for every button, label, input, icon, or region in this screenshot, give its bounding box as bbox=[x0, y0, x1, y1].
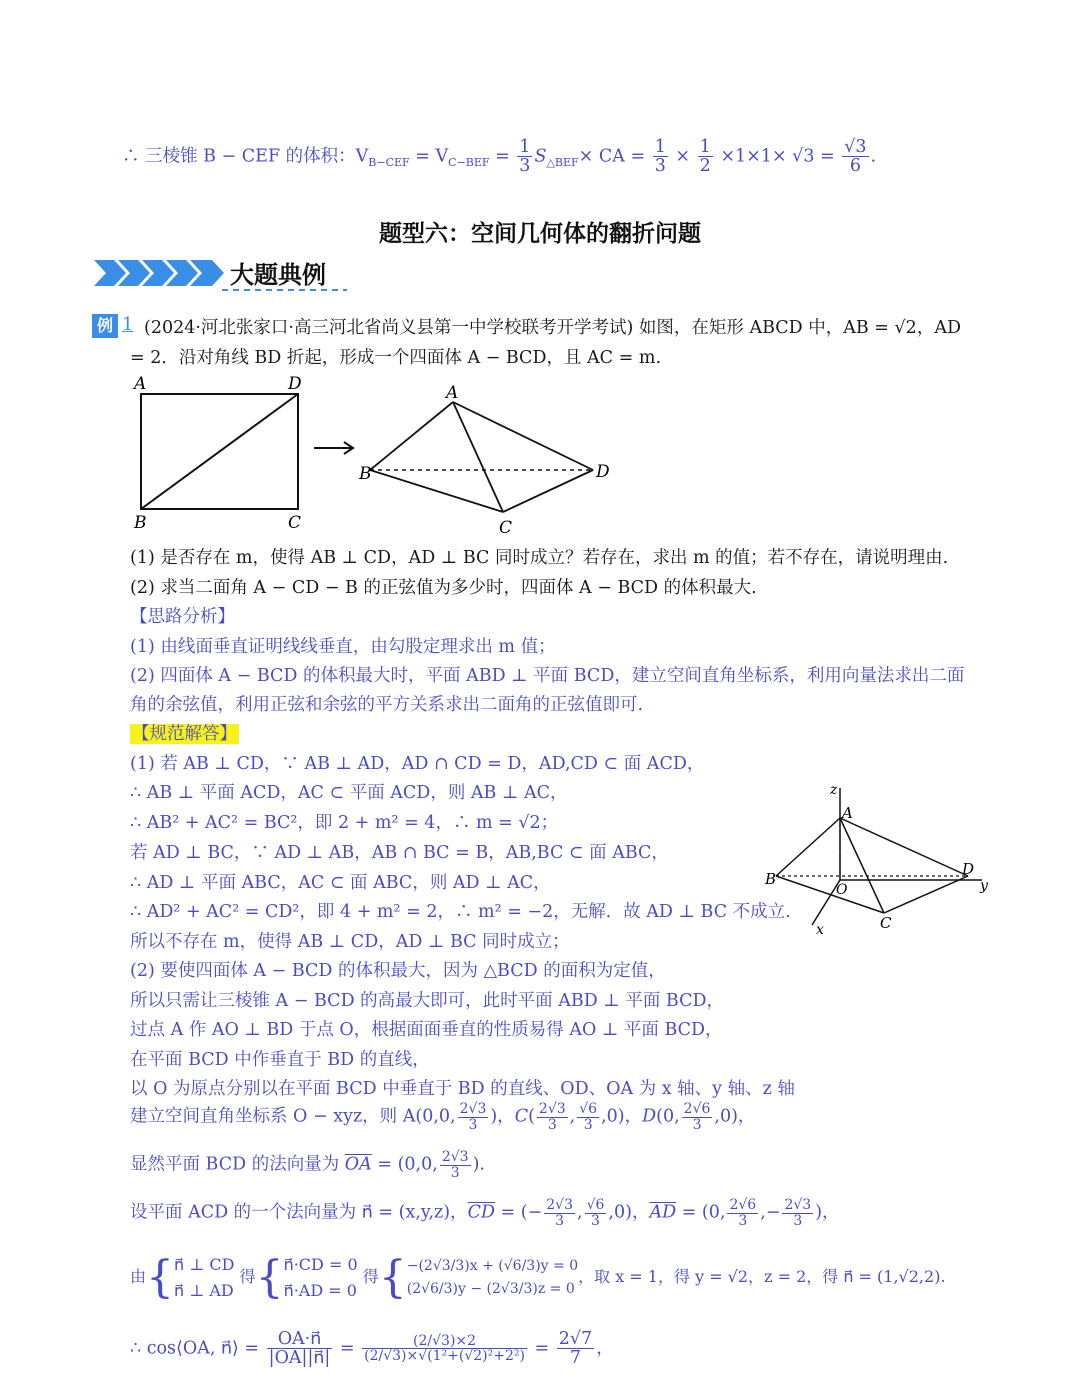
question-2: (2) 求当二面角 A − CD − B 的正弦值为多少时，四面体 A − BCD 的体积最大. bbox=[130, 578, 757, 598]
solution-line-12: 以 O 为原点分别以在平面 BCD 中垂直于 BD 的直线、OD、OA 为 x 轴、y 轴、z 轴 bbox=[130, 1079, 795, 1099]
solution-line-4: 若 AD ⊥ BC，∵ AD ⊥ AB，AB ∩ BC = B，AB,BC ⊂ 面 ABC， bbox=[130, 843, 669, 863]
volume-eq1: = V bbox=[409, 146, 449, 167]
coordinates-line: 建立空间直角坐标系 O − xyz，则 A(0,0, $\frac{2√3}{3}$ )，C( $\frac{2√3}{3}$ , $\frac{√6}{3}$ ,0)，D(0, $\frac{2√6}{3}$ ,0)， bbox=[130, 1101, 756, 1133]
volume-end: . bbox=[870, 146, 877, 167]
frac-one-third-a: $\frac{1}{3}$ bbox=[519, 137, 531, 177]
analysis-line-1: (1) 由线面垂直证明线线垂直，由勾股定理求出 m 值； bbox=[130, 637, 556, 657]
rect-label-c: C bbox=[288, 513, 302, 533]
coord-label-b: B bbox=[765, 870, 777, 888]
solution-line-9: 所以只需让三棱锥 A − BCD 的高最大即可，此时平面 ABD ⊥ 平面 BCD， bbox=[130, 991, 724, 1011]
solution-line-1: (1) 若 AB ⊥ CD，∵ AB ⊥ AD，AD ∩ CD = D，AD,CD ⊂ 面 ACD， bbox=[130, 754, 705, 774]
rect-label-a: A bbox=[134, 374, 147, 394]
normal-bcd-line: 显然平面 BCD 的法向量为 $\overline{OA} = (0,0$, $\frac{2√3}{3}$ ). bbox=[130, 1149, 485, 1181]
analysis-line-3: 角的余弦值，利用正弦和余弦的平方关系求出二面角的正弦值即可. bbox=[130, 695, 644, 715]
coord-label-d: D bbox=[962, 860, 975, 878]
frac-result: $\frac{√3}{6}$ bbox=[844, 137, 867, 177]
solution-line-5: ∴ AD ⊥ 平面 ABC，AC ⊂ 面 ABC，则 AD ⊥ AC， bbox=[130, 873, 551, 893]
area-sub: △BEF bbox=[546, 155, 579, 169]
analysis-header: 【思路分析】 bbox=[130, 607, 235, 627]
analysis-line-2: (2) 四面体 A − BCD 的体积最大时，平面 ABD ⊥ 平面 BCD，建立空间直角坐标系，利用向量法求出二面 bbox=[130, 666, 965, 686]
rect-label-d: D bbox=[288, 374, 302, 394]
volume-sub1: B−CEF bbox=[368, 155, 410, 169]
example-tag: 例 bbox=[92, 314, 118, 338]
rectangle-figure bbox=[128, 372, 328, 534]
coord-label-c: C bbox=[880, 914, 892, 932]
cos-line: ∴ cos⟨OA, n⃗⟩ = $\frac{OA\cdot n⃗}{|OA||n⃗|}$ = $\frac{(2/√3)\times 2}{\text{(2/√3)×√(1²+(√2)²+2²)}}$ = $\frac{2√7}{7}$ ， bbox=[130, 1329, 614, 1369]
times: × bbox=[669, 146, 696, 167]
tetra-label-d: D bbox=[596, 462, 610, 482]
example-line-1: (2024·河北张家口·高三河北省尚义县第一中学校联考开学考试) 如图，在矩形 ABCD 中，AB = √2，AD bbox=[144, 318, 961, 338]
tetra-label-c: C bbox=[499, 518, 513, 538]
system-line: 由{ n⃗ ⊥ CD n⃗ ⊥ AD 得{ n⃗·CD = 0 n⃗·AD = 0 得{ −(2√3/3)x + (√6/3)y = 0 (2√6/3)y − (2√3/3)z = 0 ，取 x = 1，得 y = √2，z = 2，得 n⃗ = (1,√2,2). bbox=[130, 1252, 946, 1304]
volume-prefix: ∴ 三棱锥 B − CEF 的体积：V bbox=[122, 146, 369, 167]
coord-label-z: z bbox=[830, 782, 838, 798]
solution-line-11: 在平面 BCD 中作垂直于 BD 的直线， bbox=[130, 1050, 430, 1070]
solution-line-7: 所以不存在 m，使得 AB ⊥ CD，AD ⊥ BC 同时成立； bbox=[130, 932, 570, 952]
arrow-icon bbox=[312, 438, 358, 458]
solution-header: 【规范解答】 bbox=[132, 724, 237, 744]
tetrahedron-figure bbox=[355, 382, 620, 542]
solution-line-8: (2) 要使四面体 A − BCD 的体积最大，因为 △BCD 的面积为定值， bbox=[130, 961, 666, 981]
question-1: (1) 是否存在 m，使得 AB ⊥ CD，AD ⊥ BC 同时成立？若存在，求出 m 的值；若不存在，请说明理由. bbox=[130, 548, 949, 568]
example-number: 1 bbox=[122, 314, 134, 335]
times-ca: × CA = bbox=[578, 146, 651, 167]
volume-formula-line bbox=[122, 138, 876, 176]
volume-mid: ×1×1× √3 = bbox=[714, 146, 841, 167]
frac-one-third-b: $\frac{1}{3}$ bbox=[654, 137, 666, 177]
coord-label-o: O bbox=[836, 882, 848, 898]
banner-label: 大题典例 bbox=[230, 261, 326, 289]
solution-line-2: ∴ AB ⊥ 平面 ACD，AC ⊂ 平面 ACD，则 AB ⊥ AC， bbox=[130, 783, 568, 803]
example-line-2: = 2．沿对角线 BD 折起，形成一个四面体 A − BCD，且 AC = m. bbox=[130, 348, 662, 368]
volume-eq2: = bbox=[489, 146, 516, 167]
frac-one-half: $\frac{1}{2}$ bbox=[699, 137, 711, 177]
tetra-label-a: A bbox=[446, 383, 459, 403]
coordinate-figure bbox=[762, 780, 992, 940]
section-title: 题型六：空间几何体的翻折问题 bbox=[379, 221, 701, 247]
normal-acd-line: 设平面 ACD 的一个法向量为 n⃗ = (x,y,z)，$\overline{CD}$ = (− $\frac{2√3}{3}$ , $\frac{√6}{3}$ ,0)，$\overline{AD} = (0$, $\frac{2√6}{3}$ ,− $\frac{2√3}{3}$ )， bbox=[130, 1197, 840, 1229]
coord-label-y: y bbox=[980, 878, 988, 894]
area-symbol: S bbox=[534, 146, 547, 167]
solution-line-6: ∴ AD² + AC² = CD²，即 4 + m² = 2，∴ m² = −2，无解．故 AD ⊥ BC 不成立. bbox=[130, 902, 791, 922]
coord-label-a: A bbox=[842, 804, 853, 822]
tetra-label-b: B bbox=[359, 464, 372, 484]
coord-label-x: x bbox=[816, 922, 824, 938]
solution-line-10: 过点 A 作 AO ⊥ BD 于点 O，根据面面垂直的性质易得 AO ⊥ 平面 BCD， bbox=[130, 1020, 723, 1040]
solution-line-3: ∴ AB² + AC² = BC²，即 2 + m² = 4，∴ m = √2； bbox=[130, 813, 559, 833]
rect-label-b: B bbox=[134, 513, 147, 533]
volume-sub2: C−BEF bbox=[448, 155, 490, 169]
